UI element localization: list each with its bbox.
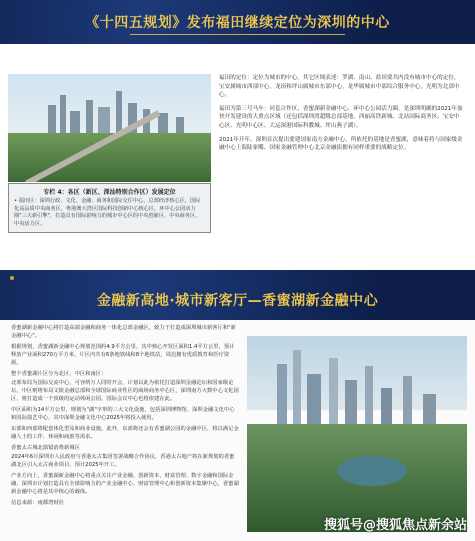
section1-paragraph-1: 福田的定位：定位为城市的中心。其它区域表述：罗湖、南山、盐田要共内没有城市中心的定位，宝安属城市西部中心，龙岗和坪山属城市东部中心，龙华属城市中部综合服务中心，光明为北部中心。 <box>219 75 460 99</box>
section2-paragraph-8: 2024年6月深圳市人民政府与香港太古集团签署战略合作协议，香港太古地产将在新规划的香蜜湖北区引入太古商业项目，预计2025年开工。 <box>11 454 235 468</box>
section1-body <box>0 44 475 269</box>
section1-text <box>219 74 465 158</box>
section1-banner <box>0 0 475 44</box>
section2-paragraph-3: 整个香蜜湖片区分为北区、中区和南区： <box>11 371 107 377</box>
lake-shape <box>337 456 407 486</box>
shenzhen-skyline-photo <box>8 74 211 182</box>
planning-caption-box <box>8 183 211 233</box>
section2-paragraph-1: 香蜜湖新金融中心将打造高端金融和商务一体化总部金融区，致力于打造成深圳城市新客厅和"新金融中心"。 <box>11 325 236 339</box>
section2-paragraph-6: 东部和西部将配套体化型及和商业设施，此外，东部将还会有香蜜湖公园的金融中区，将以满足金融人士的工作、休闲和商旅等需求。 <box>11 426 239 440</box>
section2-text <box>11 324 239 507</box>
section2-title: 金融新高地·城市新客厅—香蜜湖新金融中心 <box>96 293 379 309</box>
section2-banner <box>0 270 475 320</box>
section2-body <box>0 320 475 541</box>
xiangmihu-aerial-photo <box>247 336 467 532</box>
sohu-watermark: 搜狐号@搜狐焦点新余站 <box>323 518 467 533</box>
section2-paragraph-4: 北部布局为国际交流中心，可容纳万人同时开会，计划以此为依托打造深圳金融论坛和国家级论坛，中区则将布局文娱金融总部和全球国际商业性区的商场商务中心区，深圳南方大数中心文化园区，将打造成一个顶级的运动休闲公园，国际会议中心也将依建在此。 <box>11 380 239 402</box>
section2-paragraph-5: 中区面积为14平方公里，规划为"湖"字形的三大文化设施，包括深圳博物馆、深圳金融文化中心和国际演艺中心，其中深圳金融文化中心2025年将投入使用。 <box>11 407 235 421</box>
section2-source: 信息来源：南都湾财社 <box>11 500 64 506</box>
section2-paragraph-2: 根据规划，香蜜湖新金融中心规划范围约4.9平方公里，其中核心开发区面积1.4平方公里，预计释放产业面积270万平方米，片区内共有6条地铁线和8个地铁站，周边拥有优质教育和医疗资源。 <box>11 344 235 366</box>
section1-title: 《十四五规划》发布福田继续定位为深圳的中心 <box>85 15 390 31</box>
section1-paragraph-3: 2021年开年，深圳首次提出要建国家南方金融中心，所依托的基地是香蜜湖，意味着将与国家级金融中心上海陆家嘴、国家金融管理中心北京金融街拥有同样重要的战略定位。 <box>219 136 463 152</box>
decor-dot <box>10 276 14 280</box>
section1-paragraph-2: 福田为第三号马车：河套合作区、香蜜湖新金融中心、环中心公园活力圈。是深圳明确的2021年加快开发建设的大重点区域（还包括深圳湾超级总部基地、西丽高铁新城、北站国际商务区、宝安中心区、光明中心区、大运深港国际科教城、坪山燕子湖）。 <box>219 105 463 129</box>
section2-paragraph-9: 产业方向上，香蜜湖新金融中心将重点关注产业金融、创新资本、财富管理、数字金融和国际金融，深圳市计划打造具有全球影响力的产业金融中心、财富管理中心和创新资本集聚中心，香蜜湖新金融中心将是其中核心的载体。 <box>11 473 239 495</box>
caption-title: 专栏 4：各区（新区、深汕特别合作区）发展定位 <box>43 189 176 196</box>
title-underline <box>130 34 345 35</box>
caption-body: • 福田区：深圳行政、文化、金融、商务和国际交往中心，总部经济核心区，国际化高品质中央商务区，粤港澳大湾区国际科技创新中心核心区，环中心公园活力圈"三大新引擎"，打造具有国际影响力的城市中心区的中央创新区、中央商务区、中央活力区。 <box>14 198 201 227</box>
section2-paragraph-7: 香蜜太古城北演镜消费新城区 <box>11 445 80 451</box>
